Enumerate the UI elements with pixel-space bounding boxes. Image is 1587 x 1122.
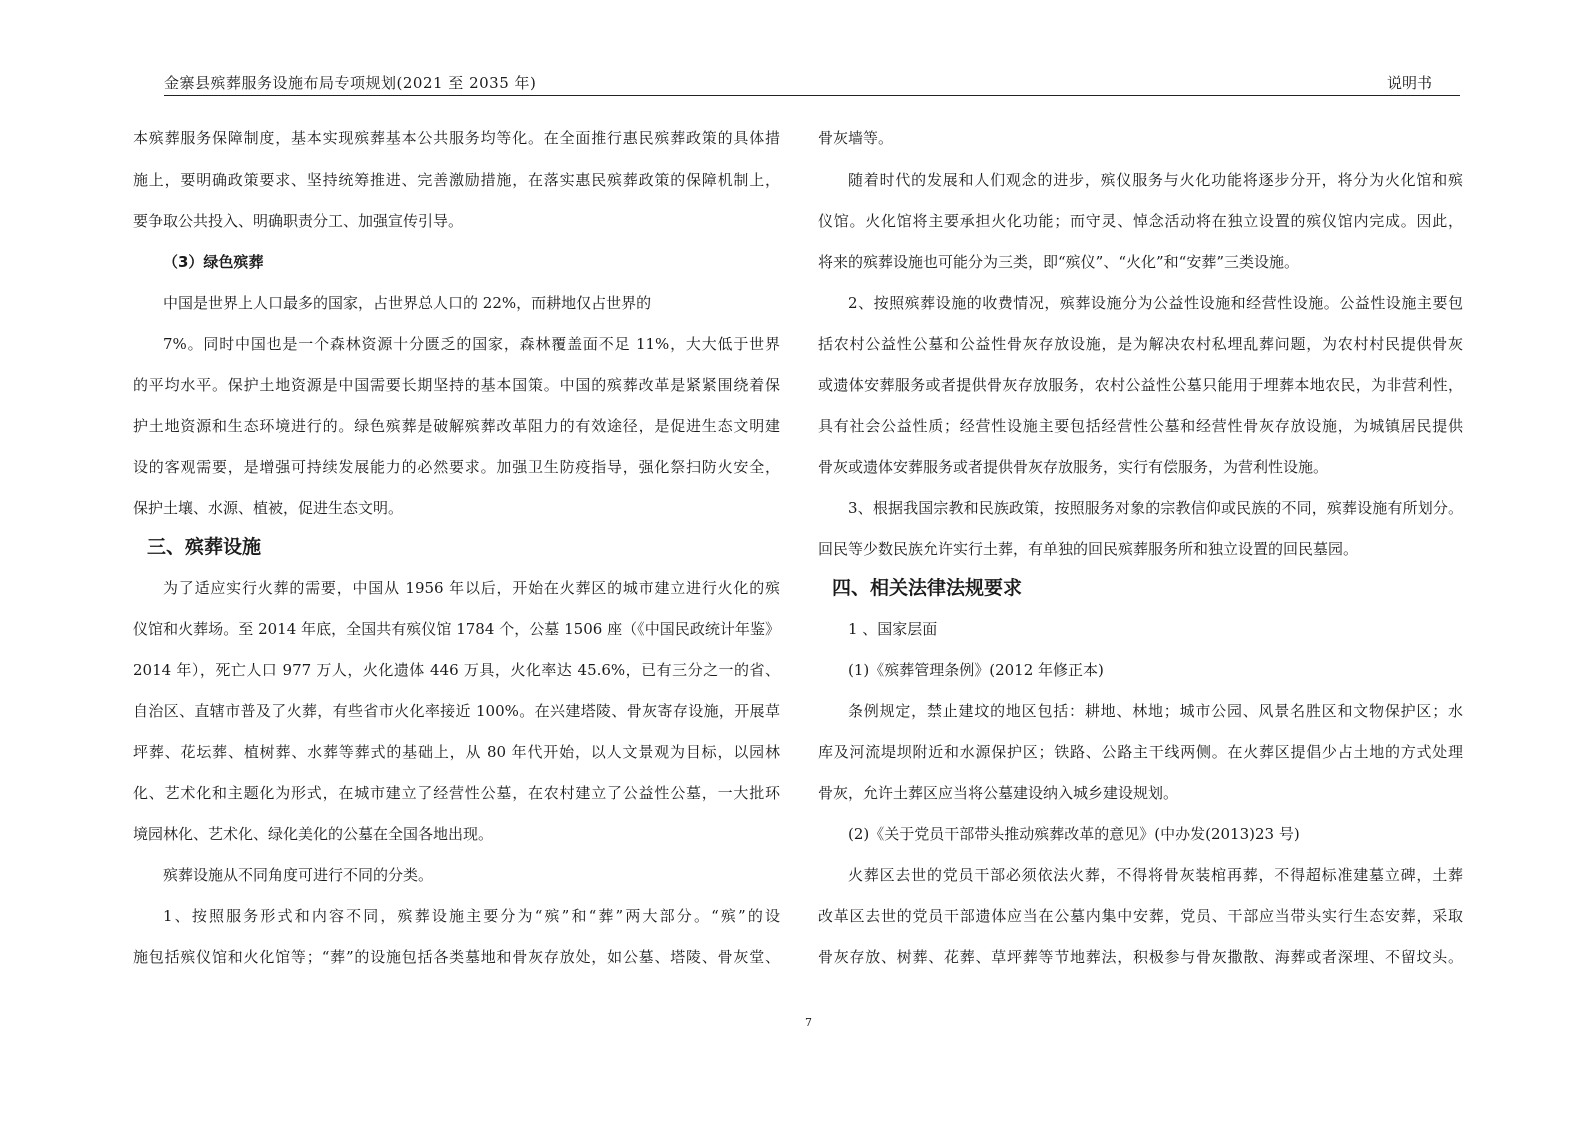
header-divider bbox=[164, 95, 1460, 96]
paragraph-line: 骨灰墙等。 bbox=[818, 129, 894, 147]
document-title: 金寨县殡葬服务设施布局专项规划(2021 至 2035 年) bbox=[164, 74, 537, 92]
paragraph-line: 随着时代的发展和人们观念的进步，殡仪服务与火化功能将逐步分开，将分为火化馆和殡 bbox=[848, 171, 1463, 189]
paragraph-line: 条例规定，禁止建坟的地区包括：耕地、林地；城市公园、风景名胜区和文物保护区；水 bbox=[848, 702, 1463, 720]
paragraph-line: 坪葬、花坛葬、植树葬、水葬等葬式的基础上，从 80 年代开始，以人文景观为目标，以园林 bbox=[133, 743, 780, 761]
paragraph-line: 将来的殡葬设施也可能分为三类，即“殡仪”、“火化”和“安葬”三类设施。 bbox=[818, 253, 1300, 271]
regulation-title: (1)《殡葬管理条例》(2012 年修正本) bbox=[848, 661, 1104, 679]
section-heading-laws-regulations: 四、相关法律法规要求 bbox=[832, 577, 1023, 599]
paragraph-line: 回民等少数民族允许实行土葬，有单独的回民殡葬服务所和独立设置的回民墓园。 bbox=[818, 540, 1359, 558]
paragraph-line: 库及河流堤坝附近和水源保护区；铁路、公路主干线两侧。在火葬区提倡少占土地的方式处理 bbox=[818, 743, 1463, 761]
paragraph-line: 火葬区去世的党员干部必须依法火葬，不得将骨灰装棺再葬，不得超标准建墓立碑，土葬 bbox=[848, 866, 1463, 884]
paragraph-line: 骨灰或遗体安葬服务或者提供骨灰存放服务，实行有偿服务，为营利性设施。 bbox=[818, 458, 1329, 476]
paragraph-line: 2014 年），死亡人口 977 万人，火化遗体 446 万具，火化率达 45.6%，已有三分之一的省、 bbox=[133, 661, 780, 679]
paragraph-line: 为了适应实行火葬的需要，中国从 1956 年以后，开始在火葬区的城市建立进行火化的殡 bbox=[163, 579, 780, 597]
paragraph-line: 化、艺术化和主题化为形式，在城市建立了经营性公墓，在农村建立了公益性公墓，一大批环 bbox=[133, 784, 780, 802]
paragraph-line: 7%。同时中国也是一个森林资源十分匮乏的国家，森林覆盖面不足 11%，大大低于世界 bbox=[163, 335, 780, 353]
page-number: 7 bbox=[805, 1016, 812, 1029]
paragraph-line: 的平均水平。保护土地资源是中国需要长期坚持的基本国策。中国的殡葬改革是紧紧围绕着保 bbox=[133, 376, 780, 394]
paragraph-line: 改革区去世的党员干部遗体应当在公墓内集中安葬，党员、干部应当带头实行生态安葬，采取 bbox=[818, 907, 1463, 925]
paragraph-line: 具有社会公益性质；经营性设施主要包括经营性公墓和经营性骨灰存放设施，为城镇居民提供 bbox=[818, 417, 1463, 435]
paragraph-line: 自治区、直辖市普及了火葬，有些省市火化率接近 100%。在兴建塔陵、骨灰寄存设施，开展草 bbox=[133, 702, 780, 720]
paragraph-line: 或遗体安葬服务或者提供骨灰存放服务，农村公益性公墓只能用于埋葬本地农民，为非营利性， bbox=[818, 376, 1463, 394]
paragraph-line: 保护土壤、水源、植被，促进生态文明。 bbox=[133, 499, 404, 517]
paragraph-line: 设的客观需要，是增强可持续发展能力的必然要求。加强卫生防疫指导，强化祭扫防火安全， bbox=[133, 458, 780, 476]
paragraph-line: 仪馆和火葬场。至 2014 年底，全国共有殡仪馆 1784 个，公墓 1506 座（《中国民政统计年鉴》 bbox=[133, 620, 780, 638]
paragraph-line: 境园林化、艺术化、绿化美化的公墓在全国各地出现。 bbox=[133, 825, 494, 843]
paragraph-line: 护土地资源和生态环境进行的。绿色殡葬是破解殡葬改革阻力的有效途径，是促进生态文明建 bbox=[133, 417, 780, 435]
paragraph-line: 殡葬设施从不同角度可进行不同的分类。 bbox=[163, 866, 434, 884]
paragraph-line: 2、按照殡葬设施的收费情况，殡葬设施分为公益性设施和经营性设施。公益性设施主要包 bbox=[848, 294, 1463, 312]
sub-heading-green-burial: （3）绿色殡葬 bbox=[163, 253, 264, 271]
sub-heading-national-level: 1 、国家层面 bbox=[848, 620, 938, 638]
paragraph-line: 施上，要明确政策要求、坚持统筹推进、完善激励措施，在落实惠民殡葬政策的保障机制上， bbox=[133, 171, 780, 189]
paragraph-line: 施包括殡仪馆和火化馆等；“葬”的设施包括各类墓地和骨灰存放处，如公墓、塔陵、骨灰堂、 bbox=[133, 948, 780, 966]
paragraph-line: 括农村公益性公墓和公益性骨灰存放设施，是为解决农村私埋乱葬问题，为农村村民提供骨灰 bbox=[818, 335, 1463, 353]
regulation-title: (2)《关于党员干部带头推动殡葬改革的意见》(中办发(2013)23 号) bbox=[848, 825, 1300, 843]
section-heading-burial-facilities: 三、殡葬设施 bbox=[147, 536, 262, 558]
paragraph-line: 本殡葬服务保障制度，基本实现殡葬基本公共服务均等化。在全面推行惠民殡葬政策的具体措 bbox=[133, 129, 780, 147]
paragraph-line: 仪馆。火化馆将主要承担火化功能；而守灵、悼念活动将在独立设置的殡仪馆内完成。因此， bbox=[818, 212, 1463, 230]
paragraph-line: 骨灰，允许土葬区应当将公墓建设纳入城乡建设规划。 bbox=[818, 784, 1179, 802]
paragraph-line: 要争取公共投入、明确职责分工、加强宣传引导。 bbox=[133, 212, 464, 230]
page-header bbox=[164, 70, 1460, 98]
paragraph-line: 骨灰存放、树葬、花葬、草坪葬等节地葬法，积极参与骨灰撒散、海葬或者深埋、不留坟头。 bbox=[818, 948, 1463, 966]
paragraph-line: 1、按照服务形式和内容不同，殡葬设施主要分为“殡”和“葬”两大部分。“殡”的设 bbox=[163, 907, 780, 925]
paragraph-line: 中国是世界上人口最多的国家，占世界总人口的 22%，而耕地仅占世界的 bbox=[163, 294, 652, 312]
paragraph-line: 3、根据我国宗教和民族政策，按照服务对象的宗教信仰或民族的不同，殡葬设施有所划分。 bbox=[848, 499, 1463, 517]
document-type: 说明书 bbox=[1386, 74, 1432, 92]
